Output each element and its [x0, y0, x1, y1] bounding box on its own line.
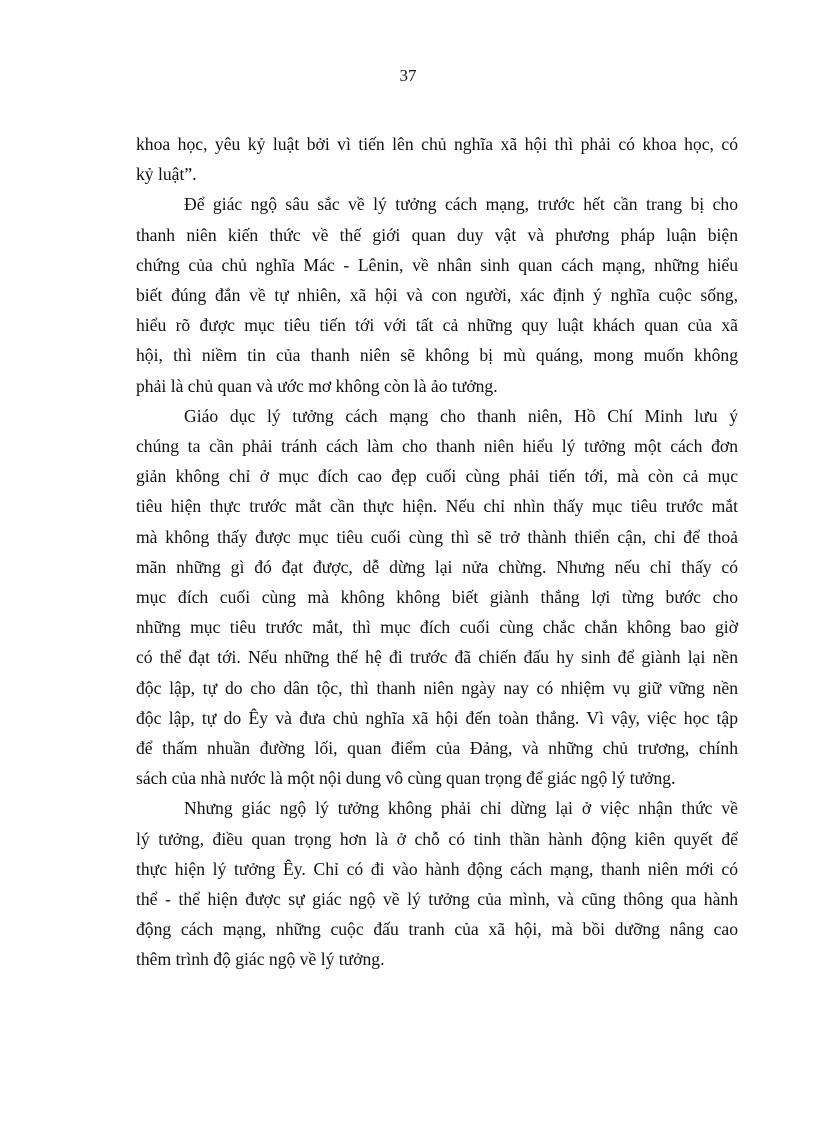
paragraph [136, 793, 738, 974]
text-line: giản không chỉ ở mục đích cao đẹp cuối cùng phải tiến tới, mà còn cả mục [136, 466, 738, 487]
text-line: lý tưởng, điều quan trọng hơn là ở chỗ có tinh thần hành động kiên quyết để [136, 828, 738, 849]
paragraph [136, 129, 738, 189]
text-line: thanh niên kiến thức về thế giới quan duy vật và phương pháp luận biện [136, 224, 738, 245]
text-line: mà không thấy được mục tiêu cuối cùng thì sẽ trở thành thiển cận, chỉ để thoả [136, 526, 738, 547]
text-line: khoa học, yêu kỷ luật bởi vì tiến lên chủ nghĩa xã hội thì phải có khoa học, có [136, 134, 738, 154]
text-line: độc lập, tự do Êy và đưa chủ nghĩa xã hội đến toàn thắng. Vì vậy, việc học tập [136, 707, 738, 728]
text-line: động cách mạng, những cuộc đấu tranh của xã hội, mà bồi dưỡng nâng cao [136, 919, 738, 940]
text-line: có thể đạt tới. Nếu những thế hệ đi trước đã chiến đấu hy sinh để giành lại nền [136, 647, 738, 668]
text-line: độc lập, tự do cho dân tộc, thì thanh niên ngày nay có nhiệm vụ giữ vững nền [136, 677, 738, 698]
text-line: sách của nhà nước là một nội dung vô cùng quan trọng để giác ngộ lý tưởng. [136, 768, 676, 789]
paragraph [136, 189, 738, 400]
body-text [136, 129, 738, 975]
text-line: kỷ luật”. [136, 164, 197, 185]
text-line: Nhưng giác ngộ lý tưởng không phải chỉ dừng lại ở việc nhận thức về [184, 798, 738, 819]
text-line: mục đích cuối cùng mà không không biết giành thắng lợi từng bước cho [136, 587, 738, 608]
text-line: thể - thể hiện được sự giác ngộ về lý tưởng của mình, và cũng thông qua hành [136, 889, 738, 910]
text-line: mãn những gì đó đạt được, dễ dừng lại nửa chừng. Nhưng nếu chỉ thấy có [136, 556, 738, 577]
text-line: biết đúng đắn về tự nhiên, xã hội và con người, xác định ý nghĩa cuộc sống, [136, 285, 738, 306]
text-line: tiêu hiện thực trước mắt cần thực hiện. Nếu chỉ nhìn thấy mục tiêu trước mắt [136, 496, 738, 517]
text-line: hội, thì niềm tin của thanh niên sẽ không bị mù quáng, mong muốn không [136, 345, 738, 366]
text-line: để thấm nhuần đường lối, quan điểm của Đảng, và những chủ trương, chính [136, 738, 738, 759]
text-line: thực hiện lý tưởng Êy. Chỉ có đi vào hành động cách mạng, thanh niên mới có [136, 858, 738, 879]
text-line: Giáo dục lý tưởng cách mạng cho thanh niên, Hồ Chí Minh lưu ý [184, 405, 738, 426]
text-line: Để giác ngộ sâu sắc về lý tưởng cách mạng, trước hết cần trang bị cho [184, 194, 738, 215]
text-line: hiểu rõ được mục tiêu tiến tới với tất cả những quy luật khách quan của xã [136, 315, 738, 336]
text-line: thêm trình độ giác ngộ về lý tưởng. [136, 949, 385, 970]
text-line: chúng ta cần phải tránh cách làm cho thanh niên hiểu lý tưởng một cách đơn [136, 436, 738, 457]
text-line: phải là chủ quan và ước mơ không còn là ảo tưởng. [136, 375, 498, 396]
page-number: 37 [399, 66, 417, 85]
paragraph [136, 401, 738, 794]
text-line: chứng của chủ nghĩa Mác - Lênin, về nhân sinh quan cách mạng, những hiểu [136, 254, 738, 275]
text-line: những mục tiêu trước mắt, thì mục đích cuối cùng chắc chắn không bao giờ [136, 617, 738, 638]
